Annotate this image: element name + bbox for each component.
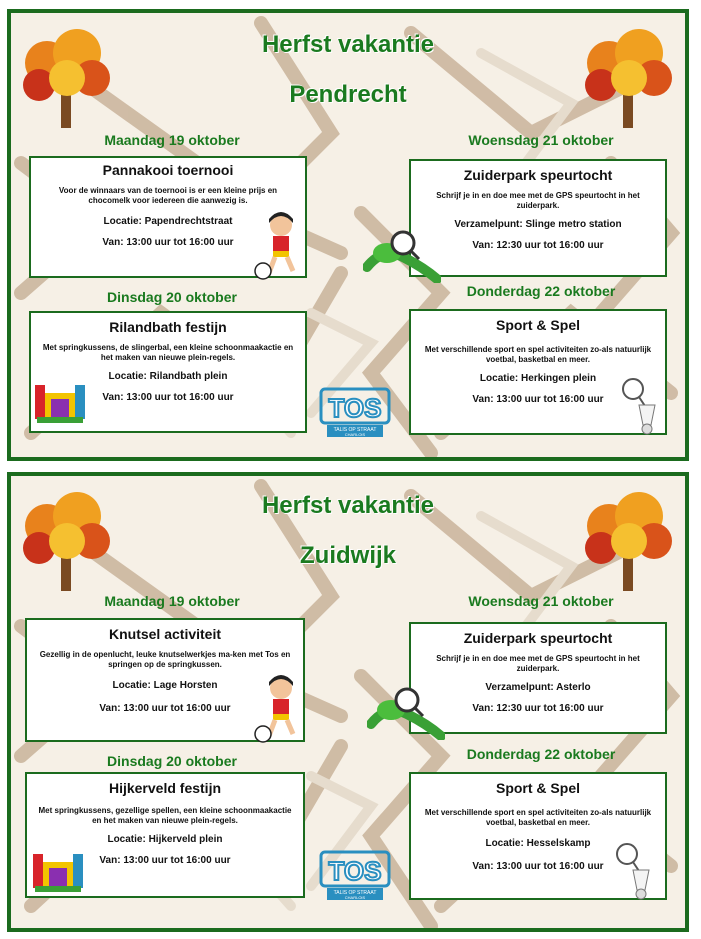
event-time: Van: 13:00 uur tot 16:00 uur xyxy=(472,394,604,405)
flyer-location: Pendrecht xyxy=(289,81,407,108)
event-time: Van: 12:30 uur tot 16:00 uur xyxy=(472,703,604,714)
event-description: Schrijf je in en doe mee met de GPS speurtocht in het zuiderpark. xyxy=(436,654,640,673)
event-location: Locatie: Hijkerveld plein xyxy=(107,834,223,845)
day-heading: Woensdag 21 oktober xyxy=(468,593,614,609)
event-location: Verzamelpunt: Asterlo xyxy=(485,682,591,693)
event-description: Met verschillende sport en spel activiteiten zo-als natuurlijk voetbal, basketbal en meer. xyxy=(424,345,652,364)
event-location: Locatie: Papendrechtstraat xyxy=(103,216,233,227)
bouncy-castle-icon xyxy=(31,848,85,894)
logo-subtitle-2: CHARLOIS xyxy=(344,432,366,437)
event-title: Rilandbath festijn xyxy=(109,319,227,335)
event-location: Verzamelpunt: Slinge metro station xyxy=(454,219,622,230)
event-location: Locatie: Herkingen plein xyxy=(479,373,597,384)
event-title: Sport & Spel xyxy=(495,780,580,796)
event-title: Sport & Spel xyxy=(495,317,580,333)
flyer-title: Herfst vakantie xyxy=(261,492,435,519)
soccer-kid-icon xyxy=(249,672,309,744)
event-description: Met springkussens, de slingerbal, een kleine schoonmaakactie en het maken van nieuwe plein-regels. xyxy=(42,343,294,362)
soccer-kid-icon xyxy=(249,209,309,281)
event-card xyxy=(409,622,667,734)
badminton-shuttle-icon xyxy=(621,375,663,435)
event-time: Van: 13:00 uur tot 16:00 uur xyxy=(99,855,231,866)
tos-logo xyxy=(319,387,391,439)
logo-subtitle: TALIS OP STRAAT xyxy=(333,890,377,896)
flyer-pendrecht xyxy=(7,9,689,461)
tos-logo xyxy=(319,850,391,902)
event-location: Locatie: Lage Horsten xyxy=(112,680,218,691)
flyer-title: Herfst vakantie xyxy=(261,31,435,58)
event-time: Van: 13:00 uur tot 16:00 uur xyxy=(102,237,234,248)
event-description: Gezellig in de openlucht, leuke knutselwerkjes ma-ken met Tos en springen op de springkussen. xyxy=(39,650,291,669)
event-time: Van: 12:30 uur tot 16:00 uur xyxy=(472,240,604,251)
day-heading: Woensdag 21 oktober xyxy=(468,132,614,148)
event-description: Voor de winnaars van de toernooi is er een kleine prijs en chocomelk voor iedereen die aanwezig is. xyxy=(58,186,278,205)
event-description: Met verschillende sport en spel activiteiten zo-als natuurlijk voetbal, basketbal en meer. xyxy=(424,808,652,827)
badminton-shuttle-icon xyxy=(615,840,657,900)
event-description: Met springkussens, gezellige spellen, een kleine schoonmaakactie en het maken van nieuwe plein-regels. xyxy=(38,806,292,825)
event-title: Zuiderpark speurtocht xyxy=(463,167,613,183)
day-heading: Dinsdag 20 oktober xyxy=(107,289,237,305)
event-title: Pannakooi toernooi xyxy=(102,162,234,178)
logo-subtitle-2: CHARLOIS xyxy=(344,895,366,900)
event-card xyxy=(409,159,667,277)
event-time: Van: 13:00 uur tot 16:00 uur xyxy=(99,703,231,714)
event-time: Van: 13:00 uur tot 16:00 uur xyxy=(102,392,234,403)
lizard-magnifier-icon xyxy=(363,227,441,283)
logo-subtitle: TALIS OP STRAAT xyxy=(333,427,377,433)
event-title: Hijkerveld festijn xyxy=(108,780,222,796)
event-title: Knutsel activiteit xyxy=(108,626,222,642)
bouncy-castle-icon xyxy=(33,379,87,425)
event-time: Van: 13:00 uur tot 16:00 uur xyxy=(472,861,604,872)
day-heading: Maandag 19 oktober xyxy=(104,593,240,609)
lizard-magnifier-icon xyxy=(367,684,445,740)
day-heading: Donderdag 22 oktober xyxy=(466,283,616,299)
flyer-zuidwijk xyxy=(7,472,689,932)
event-location: Locatie: Hesselskamp xyxy=(485,838,591,849)
event-description: Schrijf je in en doe mee met de GPS speurtocht in het zuiderpark. xyxy=(436,191,640,210)
day-heading: Dinsdag 20 oktober xyxy=(107,753,237,769)
logo-text: TOS xyxy=(328,856,382,886)
event-title: Zuiderpark speurtocht xyxy=(463,630,613,646)
day-heading: Maandag 19 oktober xyxy=(104,132,240,148)
flyer-location: Zuidwijk xyxy=(300,542,396,569)
day-heading: Donderdag 22 oktober xyxy=(466,746,616,762)
event-location: Locatie: Rilandbath plein xyxy=(108,371,228,382)
logo-text: TOS xyxy=(328,393,382,423)
